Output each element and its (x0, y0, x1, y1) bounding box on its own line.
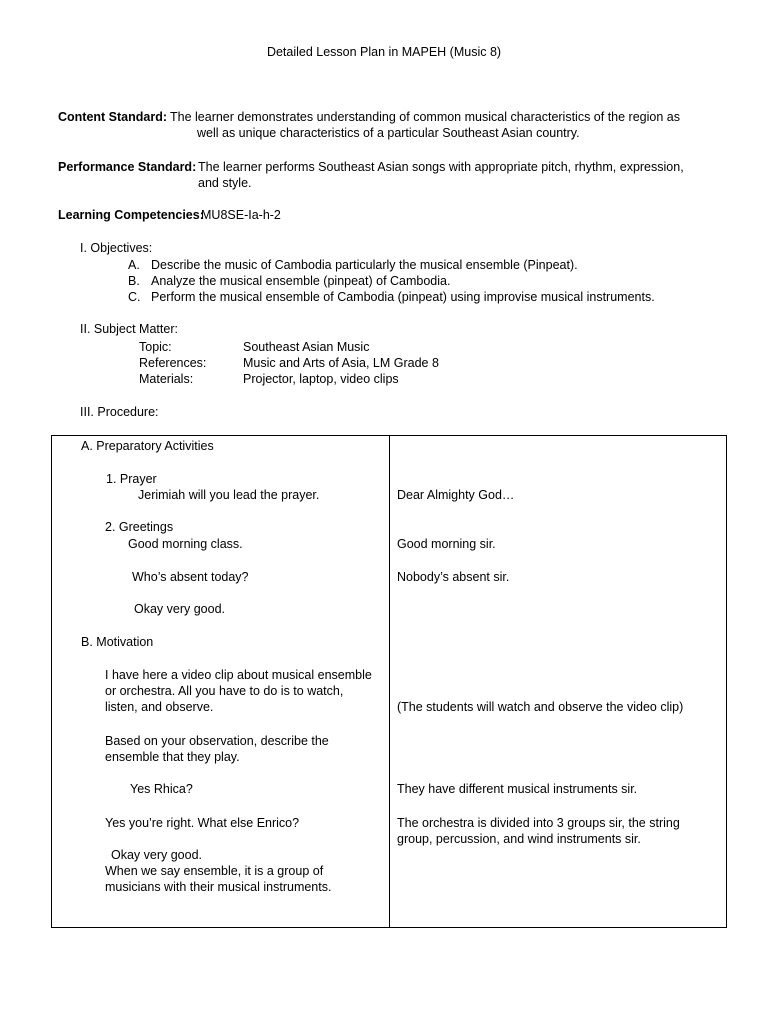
objective-text-b: Analyze the musical ensemble (pinpeat) of Cambodia. (151, 274, 451, 288)
performance-standard-text-2: and style. (198, 176, 252, 190)
subject-label-references: References: (139, 356, 207, 370)
subject-label-materials: Materials: (139, 372, 194, 386)
content-standard-label: Content Standard: (58, 110, 168, 124)
performance-standard-label: Performance Standard: (58, 160, 197, 174)
observation-line-2: ensemble that they play. (105, 750, 240, 764)
greetings-heading: 2. Greetings (105, 520, 174, 534)
okay-line: Okay very good. (134, 602, 226, 616)
rhica-line: Yes Rhica? (130, 782, 193, 796)
okay2-line: Okay very good. (111, 848, 203, 862)
watch-response: (The students will watch and observe the video clip) (397, 700, 684, 714)
learning-competencies-label: Learning Competencies: (58, 208, 204, 222)
ensemble-line-1: When we say ensemble, it is a group of (105, 864, 324, 878)
observation-line-1: Based on your observation, describe the (105, 734, 329, 748)
content-standard-text-2: well as unique characteristics of a particular Southeast Asian country. (197, 126, 580, 140)
objective-marker-c: C. (128, 290, 141, 304)
objectives-heading: I. Objectives: (80, 241, 153, 255)
prayer-line: Jerimiah will you lead the prayer. (138, 488, 320, 502)
greetings-line: Good morning class. (128, 537, 243, 551)
preparatory-activities-heading: A. Preparatory Activities (81, 439, 214, 453)
motivation-heading: B. Motivation (81, 635, 154, 649)
objective-text-a: Describe the music of Cambodia particularly the musical ensemble (Pinpeat). (151, 258, 578, 272)
motivation-line-1: I have here a video clip about musical ensemble (105, 668, 372, 682)
absent-response: Nobody’s absent sir. (397, 570, 510, 584)
enrico-line: Yes you’re right. What else Enrico? (105, 816, 300, 830)
ensemble-line-2: musicians with their musical instruments. (105, 880, 332, 894)
orchestra-response-1: The orchestra is divided into 3 groups sir, the string (397, 816, 680, 830)
performance-standard-text-1: The learner performs Southeast Asian songs with appropriate pitch, rhythm, expression, (198, 160, 684, 174)
orchestra-response-2: group, percussion, and wind instruments sir. (397, 832, 641, 846)
subject-matter-heading: II. Subject Matter: (80, 322, 178, 336)
objective-marker-b: B. (128, 274, 140, 288)
procedure-table (51, 435, 727, 928)
content-standard-text-1: The learner demonstrates understanding of common musical characteristics of the region as (170, 110, 680, 124)
subject-value-materials: Projector, laptop, video clips (243, 372, 399, 386)
prayer-heading: 1. Prayer (106, 472, 157, 486)
learning-competencies-value: MU8SE-Ia-h-2 (201, 208, 281, 222)
subject-value-topic: Southeast Asian Music (243, 340, 370, 354)
prayer-response: Dear Almighty God… (397, 488, 515, 502)
column-divider (389, 436, 390, 927)
greeting-response: Good morning sir. (397, 537, 496, 551)
objective-text-c: Perform the musical ensemble of Cambodia (pinpeat) using improvise musical instruments. (151, 290, 655, 304)
motivation-line-3: listen, and observe. (105, 700, 214, 714)
absent-question: Who’s absent today? (132, 570, 249, 584)
motivation-line-2: or orchestra. All you have to do is to watch, (105, 684, 344, 698)
subject-value-references: Music and Arts of Asia, LM Grade 8 (243, 356, 439, 370)
procedure-heading: III. Procedure: (80, 405, 159, 419)
objective-marker-a: A. (128, 258, 140, 272)
page-title: Detailed Lesson Plan in MAPEH (Music 8) (266, 45, 502, 59)
instruments-response: They have different musical instruments sir. (397, 782, 638, 796)
subject-label-topic: Topic: (139, 340, 172, 354)
